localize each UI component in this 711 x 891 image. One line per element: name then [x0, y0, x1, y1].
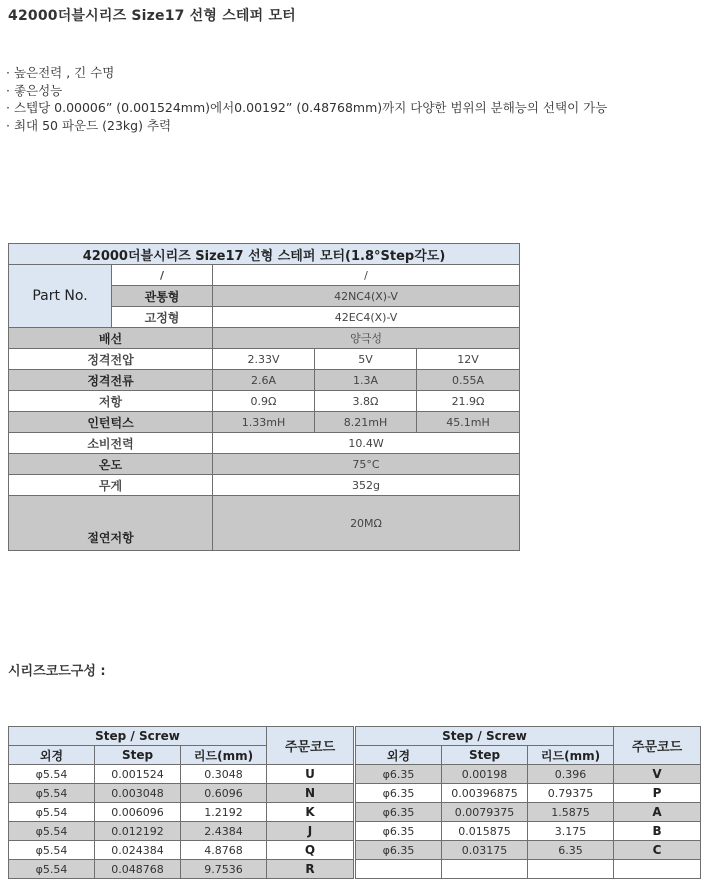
lead-cell: 3.175 — [528, 822, 614, 841]
insulation-value: 20MΩ — [213, 496, 520, 551]
power-label: 소비전력 — [9, 433, 213, 454]
resistance-value: 0.9Ω — [213, 391, 315, 412]
order-code-cell: Q — [267, 841, 354, 860]
step-cell: 0.006096 — [95, 803, 181, 822]
resistance-value: 21.9Ω — [417, 391, 520, 412]
table-row — [356, 803, 701, 822]
table-row — [356, 860, 701, 879]
through-type-label: 관통형 — [112, 286, 213, 307]
diameter-cell: φ6.35 — [356, 822, 442, 841]
diameter-cell: φ5.54 — [9, 784, 95, 803]
order-code-cell: B — [614, 822, 701, 841]
rated-voltage-value: 5V — [315, 349, 417, 370]
table-row — [9, 841, 354, 860]
rated-current-value: 1.3A — [315, 370, 417, 391]
rated-current-value: 0.55A — [417, 370, 520, 391]
wiring-value: 양극성 — [213, 328, 520, 349]
step-cell: 0.00198 — [442, 765, 528, 784]
rated-voltage-value: 2.33V — [213, 349, 315, 370]
lead-cell: 6.35 — [528, 841, 614, 860]
order-code-cell: N — [267, 784, 354, 803]
lead-cell: 2.4384 — [181, 822, 267, 841]
page-title: 42000더블시리즈 Size17 선형 스테퍼 모터 — [8, 8, 296, 24]
order-code-cell: J — [267, 822, 354, 841]
empty-cell — [442, 860, 528, 879]
diameter-cell: φ6.35 — [356, 765, 442, 784]
step-cell: 0.024384 — [95, 841, 181, 860]
step-cell: 0.0079375 — [442, 803, 528, 822]
lead-cell: 0.3048 — [181, 765, 267, 784]
step-header: Step — [95, 746, 181, 765]
lead-header: 리드(mm) — [181, 746, 267, 765]
step-screw-header: Step / Screw — [9, 727, 267, 746]
step-cell: 0.03175 — [442, 841, 528, 860]
table-row — [356, 841, 701, 860]
power-value: 10.4W — [213, 433, 520, 454]
diameter-cell: φ6.35 — [356, 784, 442, 803]
order-code-header: 주문코드 — [614, 727, 701, 765]
slash-cell: / — [112, 265, 213, 286]
lead-cell: 1.2192 — [181, 803, 267, 822]
step-cell: 0.048768 — [95, 860, 181, 879]
series-code-label: 시리즈코드구성 : — [8, 664, 106, 679]
feature-item: · 높은전력 , 긴 수명 — [6, 65, 115, 80]
feature-item: · 최대 50 파운드 (23kg) 추력 — [6, 117, 172, 133]
table-row — [9, 860, 354, 879]
order-code-cell: C — [614, 841, 701, 860]
step-header: Step — [442, 746, 528, 765]
series-code-table-a — [8, 726, 354, 879]
step-cell: 0.00396875 — [442, 784, 528, 803]
lead-cell: 1.5875 — [528, 803, 614, 822]
weight-label: 무게 — [9, 475, 213, 496]
table-row — [356, 822, 701, 841]
step-cell: 0.012192 — [95, 822, 181, 841]
order-code-cell: V — [614, 765, 701, 784]
inductance-value: 1.33mH — [213, 412, 315, 433]
rated-current-label: 정격전류 — [9, 370, 213, 391]
order-code-header: 주문코드 — [267, 727, 354, 765]
rated-voltage-value: 12V — [417, 349, 520, 370]
lead-cell: 4.8768 — [181, 841, 267, 860]
diameter-cell: φ5.54 — [9, 860, 95, 879]
order-code-cell: A — [614, 803, 701, 822]
inductance-value: 8.21mH — [315, 412, 417, 433]
temperature-label: 온도 — [9, 454, 213, 475]
order-code-cell: K — [267, 803, 354, 822]
fixed-type-label: 고정형 — [112, 307, 213, 328]
rated-voltage-label: 정격전압 — [9, 349, 213, 370]
order-code-cell: U — [267, 765, 354, 784]
order-code-cell: P — [614, 784, 701, 803]
lead-cell: 0.79375 — [528, 784, 614, 803]
feature-item: · 좋은성능 — [6, 82, 63, 98]
resistance-value: 3.8Ω — [315, 391, 417, 412]
lead-header: 리드(mm) — [528, 746, 614, 765]
feature-item: · 스텝당 0.00006” (0.001524mm)에서0.00192” (0.48768mm)까지 다양한 범위의 분해능의 선택이 가능 — [6, 100, 608, 115]
spec-table — [8, 243, 520, 551]
table-row — [9, 765, 354, 784]
empty-cell — [614, 860, 701, 879]
through-type-value: 42NC4(X)-V — [213, 286, 520, 307]
lead-cell: 9.7536 — [181, 860, 267, 879]
diameter-header: 외경 — [356, 746, 442, 765]
diameter-cell: φ6.35 — [356, 841, 442, 860]
diameter-cell: φ6.35 — [356, 803, 442, 822]
table-row — [356, 784, 701, 803]
series-code-table-b — [355, 726, 701, 879]
diameter-cell: φ5.54 — [9, 841, 95, 860]
table-row — [9, 822, 354, 841]
temperature-value: 75°C — [213, 454, 520, 475]
spec-table-caption: 42000더블시리즈 Size17 선형 스테퍼 모터(1.8°Step각도) — [9, 244, 520, 265]
diameter-cell: φ5.54 — [9, 803, 95, 822]
diameter-header: 외경 — [9, 746, 95, 765]
step-screw-header: Step / Screw — [356, 727, 614, 746]
resistance-label: 저항 — [9, 391, 213, 412]
empty-cell — [356, 860, 442, 879]
insulation-label: 절연저항 — [9, 496, 213, 551]
order-code-cell: R — [267, 860, 354, 879]
feature-list — [6, 64, 607, 134]
step-cell: 0.003048 — [95, 784, 181, 803]
slash-value: / — [213, 265, 520, 286]
table-row — [356, 765, 701, 784]
diameter-cell: φ5.54 — [9, 765, 95, 784]
fixed-type-value: 42EC4(X)-V — [213, 307, 520, 328]
step-cell: 0.015875 — [442, 822, 528, 841]
diameter-cell: φ5.54 — [9, 822, 95, 841]
inductance-label: 인턴턱스 — [9, 412, 213, 433]
empty-cell — [528, 860, 614, 879]
inductance-value: 45.1mH — [417, 412, 520, 433]
table-row — [9, 803, 354, 822]
lead-cell: 0.396 — [528, 765, 614, 784]
lead-cell: 0.6096 — [181, 784, 267, 803]
part-no-label: Part No. — [9, 265, 112, 328]
wiring-label: 배선 — [9, 328, 213, 349]
step-cell: 0.001524 — [95, 765, 181, 784]
table-row — [9, 784, 354, 803]
weight-value: 352g — [213, 475, 520, 496]
rated-current-value: 2.6A — [213, 370, 315, 391]
